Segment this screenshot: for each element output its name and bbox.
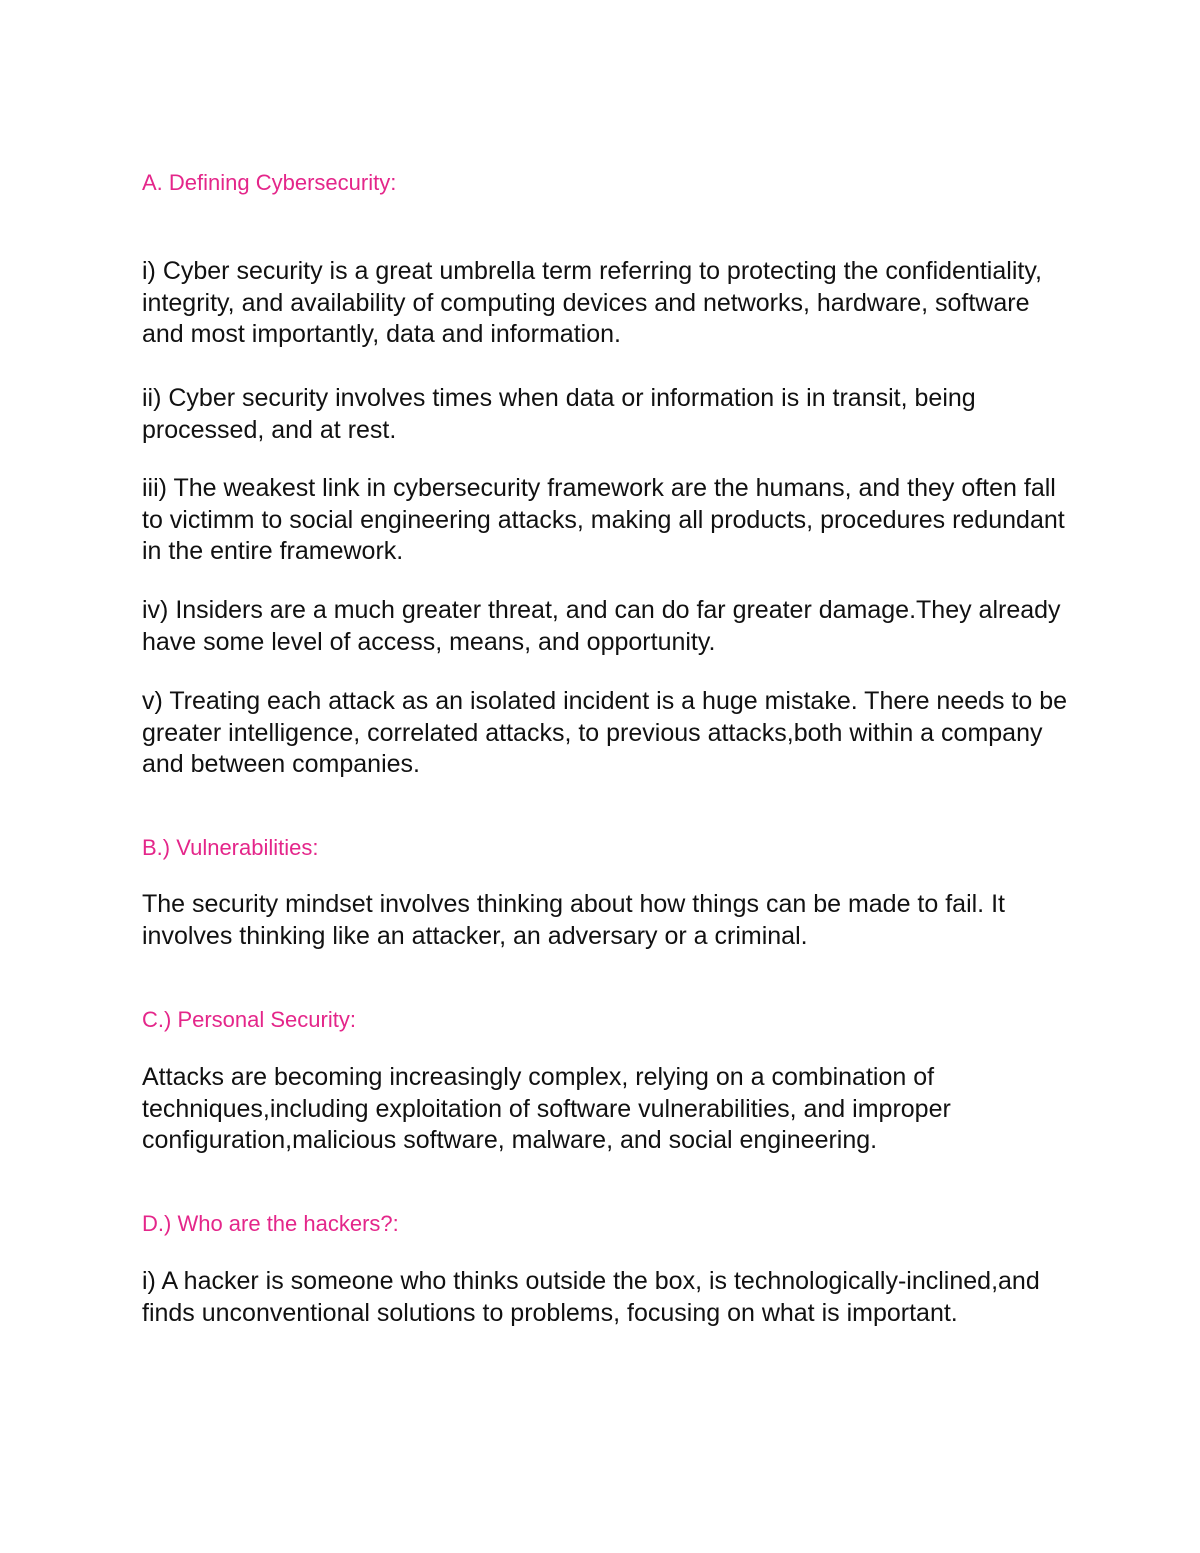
- paragraph-complex-attacks: Attacks are becoming increasingly complex, relying on a combination of techniques,including exploitation of software vulnerabilities, and improper configuration,malicious software, malware, and social engineering.: [142, 1063, 951, 1154]
- section-heading-personal-security: C.) Personal Security:: [142, 1007, 356, 1032]
- paragraph-hacker-definition: i) A hacker is someone who thinks outside the box, is technologically-inclined,and finds unconventional solutions to problems, focusing on what is important.: [142, 1267, 1040, 1327]
- section-heading-who-are-hackers: D.) Who are the hackers?:: [142, 1211, 399, 1236]
- section-heading-defining-cybersecurity: A. Defining Cybersecurity:: [142, 170, 397, 195]
- paragraph-security-mindset: The security mindset involves thinking about how things can be made to fail. It involves thinking like an attacker, an adversary or a criminal.: [142, 890, 1005, 950]
- paragraph-cia-definition: i) Cyber security is a great umbrella term referring to protecting the confidentiality, integrity, and availability of computing devices and networks, hardware, software and most importantly, data and information.: [142, 257, 1042, 348]
- paragraph-isolated-incident: v) Treating each attack as an isolated incident is a huge mistake. There needs to be greater intelligence, correlated attacks, to previous attacks,both within a company and between companies.: [142, 687, 1068, 778]
- paragraph-insiders: iv) Insiders are a much greater threat, and can do far greater damage.They already have some level of access, means, and opportunity.: [142, 596, 1061, 656]
- paragraph-data-states: ii) Cyber security involves times when data or information is in transit, being processed, and at rest.: [142, 384, 976, 444]
- section-heading-vulnerabilities: B.) Vulnerabilities:: [142, 835, 319, 860]
- paragraph-weakest-link: iii) The weakest link in cybersecurity framework are the humans, and they often fall to victimm to social engineering attacks, making all products, procedures redundant in the entire framework.: [142, 474, 1065, 565]
